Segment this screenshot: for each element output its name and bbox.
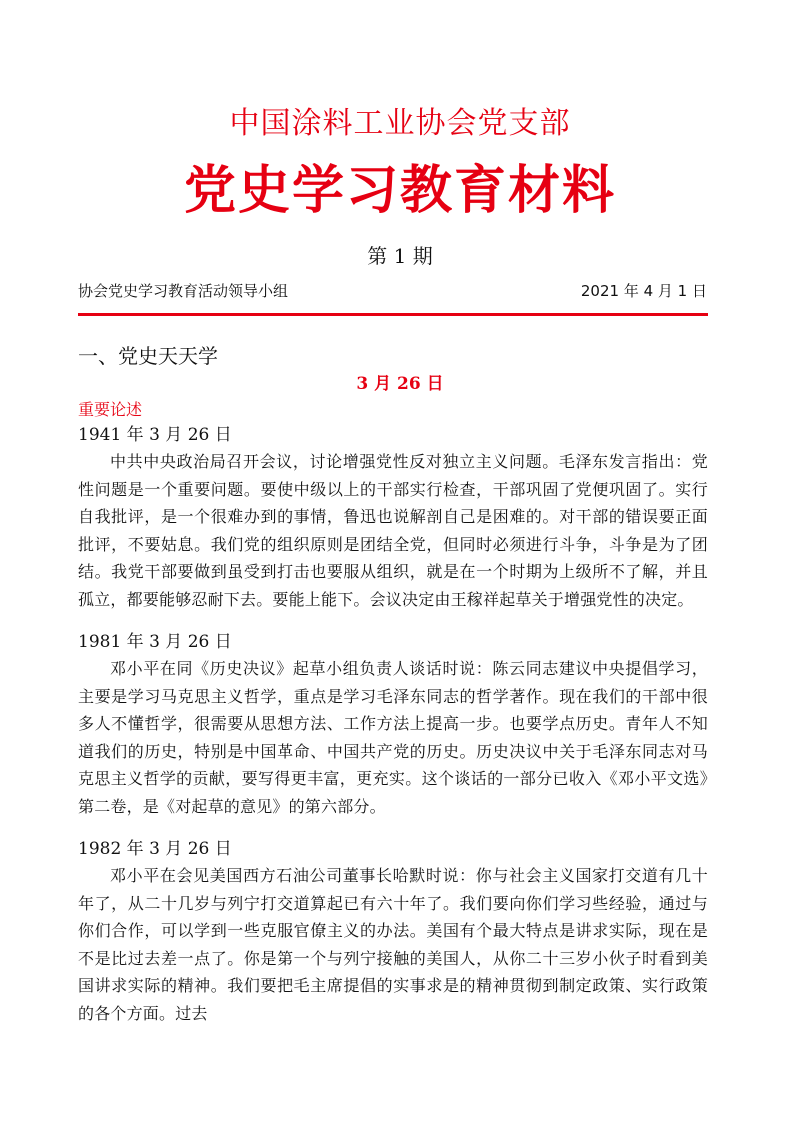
publish-date: 2021 年 4 月 1 日 <box>580 282 707 300</box>
entry-text: 中共中央政治局召开会议，讨论增强党性反对独立主义问题。毛泽东发言指出：党性问题是一个重要问题。要使中级以上的干部实行检查，干部巩固了党便巩固了。实行自我批评，是一个很难办到的事情，鲁迅也说解剖自己是困难的。对干部的错误要正面批评，不要姑息。我们党的组织原则是团结全党，但同时必须进行斗争，斗争是为了团结。我党干部要做到虽受到打击也要服从组织，就是在一个时期为上级所不了解，并且孤立，都要能够忍耐下去。要能上能下。会议决定由王稼祥起草关于增强党性的决定。 <box>78 452 708 609</box>
entry-date: 1982 年 3 月 26 日 <box>78 839 232 859</box>
issue-number: 第 1 期 <box>367 244 433 268</box>
date-heading: 3 月 26 日 <box>356 374 444 394</box>
main-title: 党史学习教育材料 <box>183 160 616 221</box>
entry-date: 1941 年 3 月 26 日 <box>78 425 232 445</box>
entry-text: 邓小平在会见美国西方石油公司董事长哈默时说：你与社会主义国家打交道有几十年了，从二十几岁与列宁打交道算起已有六十年了。我们要向你们学习些经验，通过与你们合作，可以学到一些克服官僚主义的办法。美国有个最大特点是讲求实际，现在是不是比过去差一点了。你是第一个与列宁接触的美国人，从你二十三岁小伙子时看到美国讲求实际的精神。我们要把毛主席提倡的实事求是的精神贯彻到制定政策、实行政策的各个方面。过去 <box>78 866 708 1023</box>
subsection-heading: 重要论述 <box>78 400 143 419</box>
publisher: 协会党史学习教育活动领导小组 <box>78 282 289 300</box>
org-title: 中国涂料工业协会党支部 <box>229 106 571 141</box>
section-heading: 一、党史天天学 <box>78 344 218 368</box>
entry-date: 1981 年 3 月 26 日 <box>78 632 232 652</box>
entries-list <box>78 422 708 1043</box>
entry <box>78 422 708 613</box>
entry <box>78 836 708 1027</box>
entry-text: 邓小平在同《历史决议》起草小组负责人谈话时说：陈云同志建议中央提倡学习，主要是学习马克思主义哲学，重点是学习毛泽东同志的哲学著作。现在我们的干部中很多人不懂哲学，很需要从思想方法、工作方法上提高一步。也要学点历史。青年人不知道我们的历史，特别是中国革命、中国共产党的历史。历史决议中关于毛泽东同志对马克思主义哲学的贡献，要写得更丰富，更充实。这个谈话的一部分已收入《邓小平文选》第二卷，是《对起草的意见》的第六部分。 <box>78 659 708 816</box>
entry <box>78 629 708 820</box>
header-divider <box>78 313 708 316</box>
